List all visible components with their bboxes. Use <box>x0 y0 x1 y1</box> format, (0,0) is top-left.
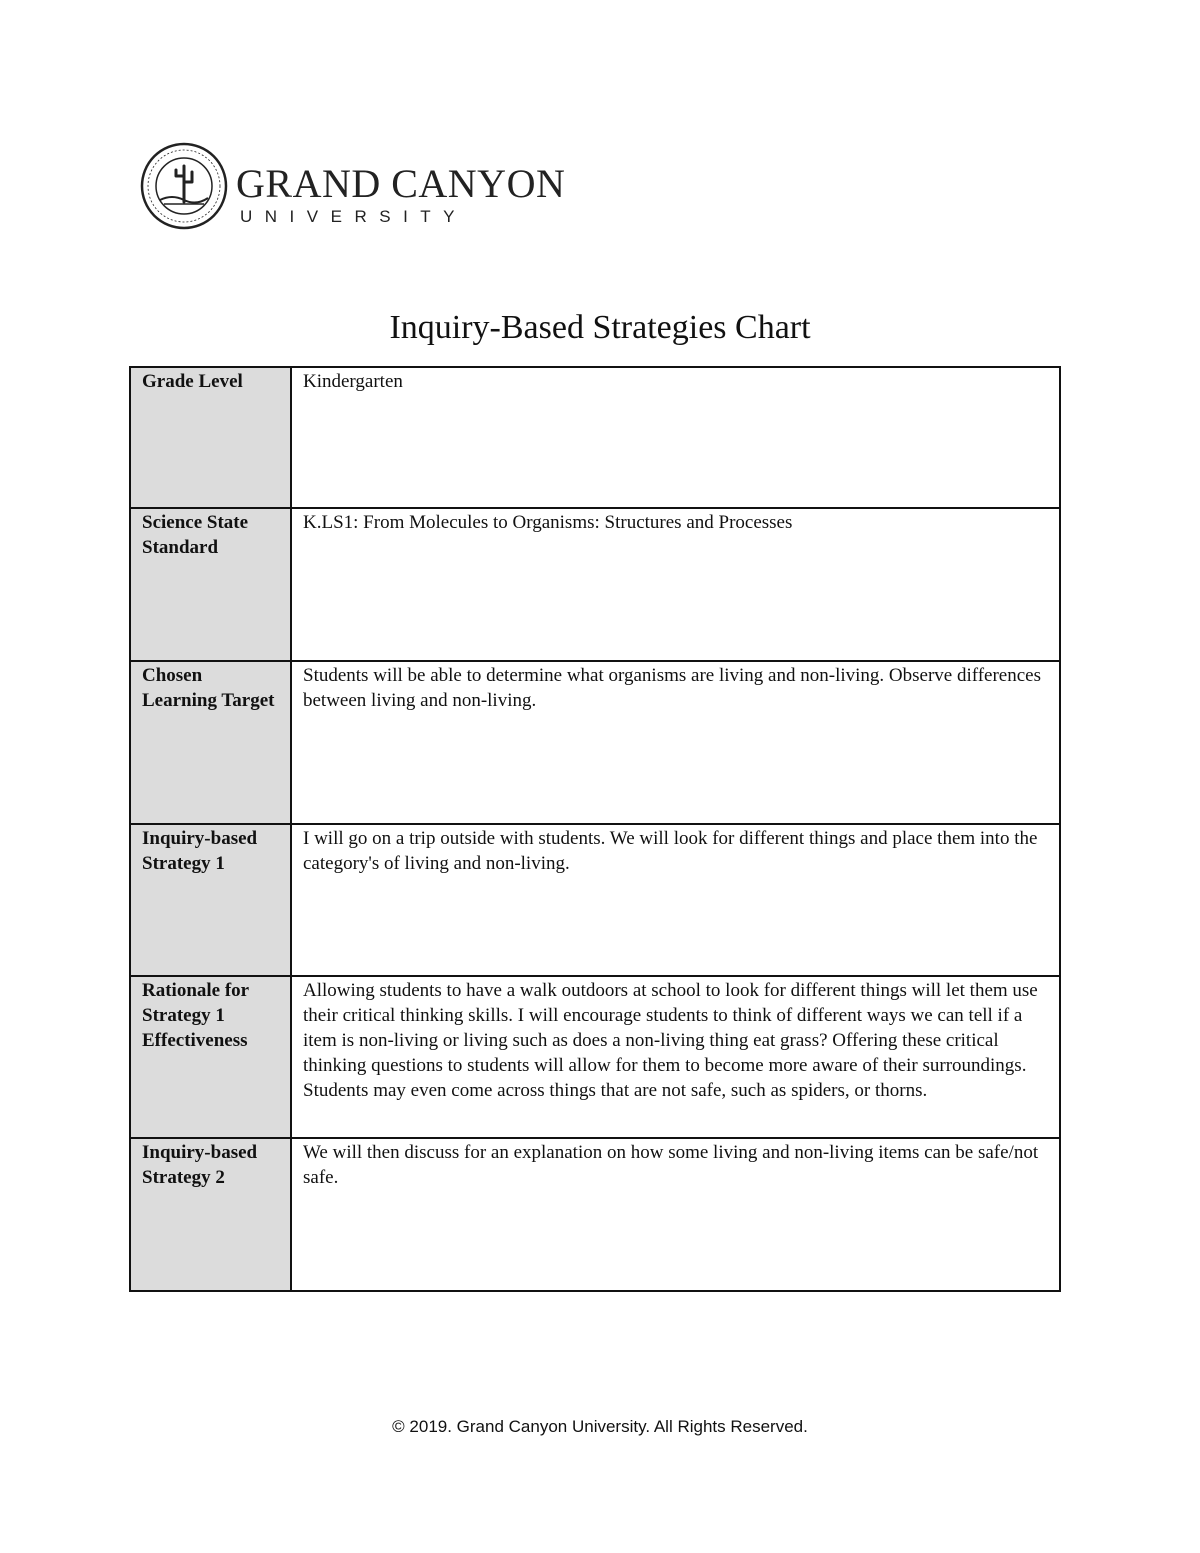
row-label: Chosen Learning Target <box>130 661 291 824</box>
table-row-science-standard <box>130 508 1060 661</box>
row-label: Science State Standard <box>130 508 291 661</box>
row-value: Students will be able to determine what organisms are living and non-living. Observe differences between living and non-living. <box>291 661 1060 824</box>
page-title: Inquiry-Based Strategies Chart <box>389 309 811 346</box>
row-label: Rationale for Strategy 1 Effectiveness <box>130 976 291 1138</box>
row-label: Inquiry-based Strategy 1 <box>130 824 291 976</box>
logo-wordmark-secondary: UNIVERSITY <box>240 207 468 226</box>
table-row-strategy-2 <box>130 1138 1060 1291</box>
table-row-learning-target <box>130 661 1060 824</box>
copyright-footer: © 2019. Grand Canyon University. All Rights Reserved. <box>392 1417 808 1436</box>
row-value: Allowing students to have a walk outdoors at school to look for different things will let them use their critical thinking skills. I will encourage students to think of different ways we can tell if a item is non-living or living such as does a non-living thing eat grass? Offering these critical thinking questions to students will allow for them to become more aware of their surroundings. Students may even come across things that are not safe, such as spiders, or thorns. <box>291 976 1060 1138</box>
strategies-table <box>129 366 1061 1292</box>
row-value: We will then discuss for an explanation on how some living and non-living items can be safe/not safe. <box>291 1138 1060 1291</box>
table-row-strategy-1 <box>130 824 1060 976</box>
table-row-rationale <box>130 976 1060 1138</box>
university-logo <box>140 142 566 232</box>
row-label: Inquiry-based Strategy 2 <box>130 1138 291 1291</box>
row-value: Kindergarten <box>291 367 1060 508</box>
logo-wordmark-primary: GRAND CANYON <box>236 161 566 206</box>
row-value: K.LS1: From Molecules to Organisms: Structures and Processes <box>291 508 1060 661</box>
table-row-grade-level <box>130 367 1060 508</box>
row-label: Grade Level <box>130 367 291 508</box>
university-seal-icon <box>140 142 228 230</box>
row-value: I will go on a trip outside with students. We will look for different things and place them into the category's of living and non-living. <box>291 824 1060 976</box>
